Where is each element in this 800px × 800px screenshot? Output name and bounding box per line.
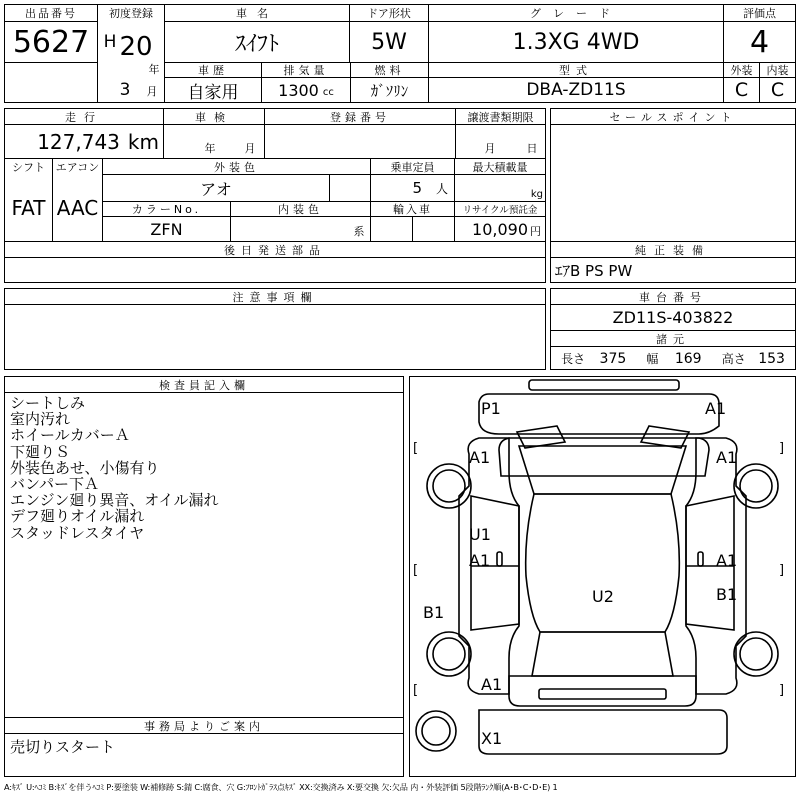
height-label: 高さ — [721, 351, 746, 366]
door-type: 5W — [371, 29, 407, 55]
first-reg-year-unit: 年 — [148, 63, 160, 76]
sales-point-box — [550, 108, 796, 242]
capacity-unit: 人 — [435, 181, 448, 196]
note-item: ホイールカバーＡ — [10, 426, 130, 445]
front-bumper-outline — [479, 394, 719, 434]
svg-text:]: ] — [779, 683, 785, 698]
svg-text:[: [ — [413, 441, 419, 456]
max-load-unit: kg — [530, 188, 543, 200]
chassis-number: ZD11S-403822 — [612, 308, 734, 327]
recycle-label: リサイクル預託金 — [462, 205, 538, 216]
capacity-value: 5 — [412, 179, 422, 197]
rear-bumper-outline — [479, 710, 727, 754]
score-ext-label: 外装 — [730, 64, 753, 77]
mark-a1-front-right: A1 — [716, 448, 738, 467]
note-item: エンジン廻り異音、オイル漏れ — [10, 491, 219, 510]
capacity-label: 乗車定員 — [390, 160, 435, 174]
hood-outline — [499, 438, 709, 476]
recycle — [455, 217, 545, 241]
max-load-label: 最大積載量 — [472, 160, 528, 174]
note-item: スタッドレスタイヤ — [10, 523, 145, 542]
ext-color-label: 外装色 — [214, 160, 259, 174]
note-item: デフ廻りオイル漏れ — [10, 507, 145, 526]
inspector-notes — [10, 395, 400, 541]
displacement-value: 1300 — [278, 80, 319, 100]
fuel-label: 燃料 — [374, 64, 405, 77]
shift-label: シフト — [12, 160, 45, 174]
svg-text:]: ] — [779, 563, 785, 578]
equipment-label: 純正装備 — [551, 242, 795, 257]
note-item: シートしみ — [10, 394, 86, 412]
mark-a1-front-left: A1 — [469, 448, 491, 467]
score-value: 4 — [749, 24, 770, 60]
mileage — [5, 125, 163, 158]
mileage-unit: km — [127, 129, 159, 154]
recycle-value: 10,090 — [472, 219, 528, 239]
windscreen — [519, 446, 686, 494]
mark-u2: U2 — [592, 587, 614, 606]
mark-a1-top-right: A1 — [705, 399, 727, 418]
note-item: 下廻りＳ — [10, 442, 71, 461]
mark-x1: X1 — [481, 729, 503, 748]
recycle-unit: 円 — [530, 225, 541, 238]
right-headlight — [641, 426, 689, 448]
transfer-label: 譲渡書類期限 — [456, 109, 545, 124]
first-reg-era: H — [103, 32, 117, 52]
office-message: 売切りスタート — [10, 737, 116, 756]
mileage-value: 127,743 — [37, 129, 120, 154]
svg-text:[: [ — [413, 563, 419, 578]
int-color-unit: 系 — [353, 225, 365, 238]
transfer-day-unit: 日 — [526, 142, 538, 155]
lot-label: 出品番号 — [5, 5, 97, 21]
int-color-label: 内装色 — [278, 203, 323, 216]
sales-point-label: セールスポイント — [551, 109, 795, 124]
mark-u1: U1 — [469, 525, 491, 544]
first-reg-year: 20 — [119, 32, 153, 62]
mark-b1-right: B1 — [716, 585, 738, 604]
fuel: ｶﾞｿﾘﾝ — [370, 81, 409, 100]
inspection-year-unit: 年 — [204, 142, 216, 155]
model-type-label: 型式 — [559, 64, 593, 77]
grade-label: グレード — [429, 5, 723, 21]
left-mirror-marker — [497, 552, 502, 566]
svg-text:]: ] — [779, 441, 785, 456]
grade: 1.3XG 4WD — [512, 29, 640, 55]
office-label: 事務局よりご案内 — [5, 718, 403, 733]
history: 自家用 — [187, 82, 239, 102]
model-type: DBA-ZD11S — [526, 80, 626, 100]
mark-p1: P1 — [481, 399, 501, 418]
mark-a1-left: A1 — [469, 551, 491, 570]
mark-b1-left: B1 — [423, 603, 445, 622]
mileage-label: 走行 — [5, 109, 163, 124]
score-int: C — [770, 79, 785, 101]
first-reg-label: 初度登録 — [98, 5, 164, 21]
score-int-label: 内装 — [766, 64, 789, 77]
color-no: ZFN — [150, 219, 183, 239]
length-value: 375 — [599, 350, 627, 367]
right-mirror-marker — [698, 552, 703, 566]
first-reg-month: 3 — [119, 80, 131, 100]
rear-window — [532, 632, 673, 676]
displacement-unit: cc — [322, 87, 334, 98]
roof-marker — [529, 380, 679, 390]
note-item: 室内汚れ — [10, 410, 71, 429]
width-label: 幅 — [646, 351, 659, 366]
note-item: 外装色あせ、小傷有り — [10, 458, 160, 477]
mark-a1-right: A1 — [716, 551, 738, 570]
inspection-label: 車検 — [164, 109, 264, 124]
history-label: 車歴 — [198, 64, 228, 77]
first-reg-month-unit: 月 — [146, 85, 158, 98]
reg-no-label: 登録番号 — [265, 109, 455, 124]
mark-a1-bottom-left: A1 — [481, 675, 503, 694]
transfer-month-unit: 月 — [484, 142, 496, 155]
inspector-label: 検査員記入欄 — [5, 377, 403, 392]
roof — [526, 494, 680, 632]
svg-text:[: [ — [413, 683, 419, 698]
note-item: バンパー下Ａ — [10, 475, 99, 494]
import-label: 輸入車 — [393, 203, 432, 216]
height-value: 153 — [758, 350, 785, 367]
ext-color: アオ — [200, 179, 232, 199]
legend: A:ｷｽﾞ U:ﾍｺﾐ B:ｷｽﾞを伴うﾍｺﾐ P:要塗装 W:補修跡 S:錆 C:腐食、穴 G:ﾌﾛﾝﾄｶﾞﾗｽ点ｷｽﾞ XX:交換済み X:要交換 欠:欠品 内・外装評価 5段階ﾗﾝｸ順(A･B･C･D･E) 1 — [4, 781, 558, 792]
door-label: ドア形状 — [350, 5, 428, 21]
shift: FAT — [11, 196, 46, 220]
length-label: 長さ — [561, 351, 586, 366]
tailgate — [509, 676, 696, 706]
chassis-label: 車台番号 — [551, 289, 795, 304]
car-name: ｽｲﾌﾄ — [234, 31, 279, 57]
aircon-label: エアコン — [55, 160, 100, 174]
capacity — [371, 175, 454, 201]
dims-label: 諸元 — [551, 331, 795, 346]
dims-row — [551, 347, 795, 369]
width-value: 169 — [674, 350, 702, 367]
equipment: ｴｱB PS PW — [555, 261, 633, 280]
displacement — [262, 78, 350, 102]
color-no-label: カラーNo. — [131, 203, 202, 216]
car-damage-diagram — [409, 376, 796, 777]
left-headlight — [517, 426, 565, 448]
aircon: AAC — [56, 196, 99, 220]
later-parts-label: 後日発送部品 — [5, 242, 545, 257]
score-ext: C — [734, 79, 749, 101]
car-name-label: 車名 — [165, 5, 349, 21]
score-label: 評価点 — [724, 5, 795, 21]
displacement-label: 排気量 — [283, 64, 329, 77]
lot-number: 5627 — [12, 24, 90, 60]
caution-label: 注意事項欄 — [5, 289, 545, 304]
inspection-month-unit: 月 — [244, 142, 256, 155]
